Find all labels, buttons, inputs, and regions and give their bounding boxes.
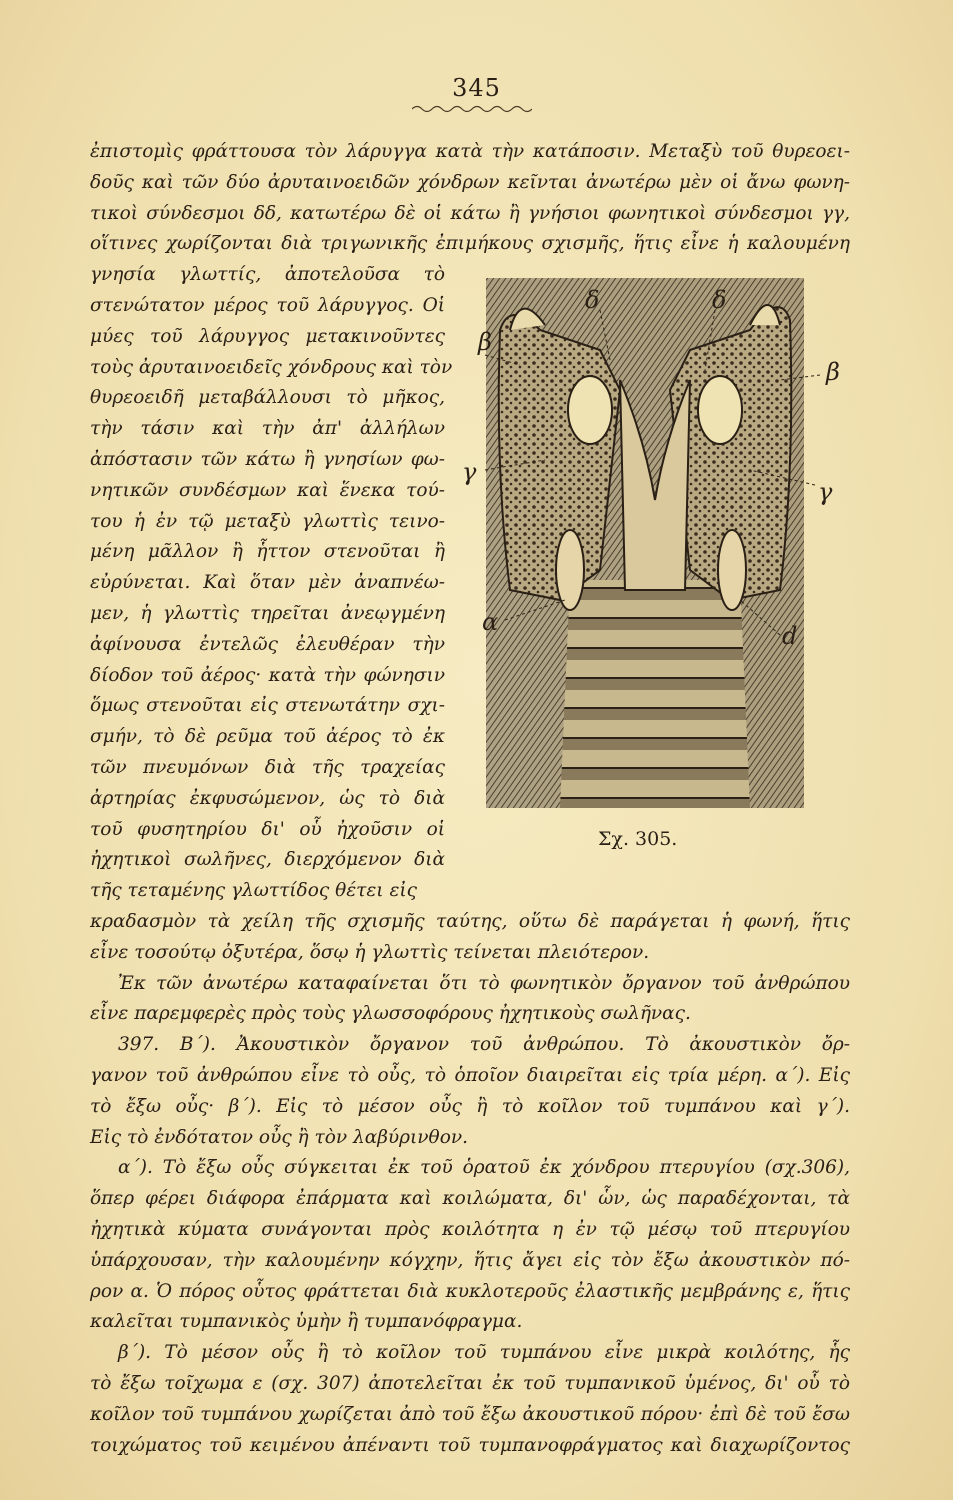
larynx-illustration <box>450 270 860 870</box>
text-line: εἶνε παρεμφερὲς πρὸς τοὺς γλωσσοφόρους ἠχητικοὺς σωλῆνας. <box>90 1003 691 1025</box>
text-line: Εἰς τὸ ἐνδότατον οὖς ἢ τὸν λαβύρινθον. <box>90 1126 468 1148</box>
text-line: Ἐκ τῶν ἀνωτέρω καταφαίνεται ὅτι τὸ φωνητικὸν ὄργανον τοῦ ἀνθρώπου <box>118 972 850 994</box>
text-line: ἠχητικὰ κύματα συνάγονται πρὸς κοιλότητα η ἐν τῷ μέσῳ τοῦ πτερυγίου <box>90 1219 850 1240</box>
text-line: ἐπιστομὶς φράττουσα τὸν λάρυγγα κατὰ τὴν κατάποσιν. Μεταξὺ τοῦ θυρεοει- <box>90 141 850 162</box>
text-line: κοῖλον τοῦ τυμπάνου χωρίζεται ἀπὸ τοῦ ἔξω ἀκουστικοῦ πόρου· ἐπὶ δὲ τοῦ ἔσω <box>90 1403 850 1425</box>
label-delta-left: δ <box>585 286 600 314</box>
text-line: ὅπερ φέρει διάφορα ἐπάρματα καὶ κοιλώματα, δι' ὧν, ὡς παραδέχονται, τὰ <box>90 1188 850 1210</box>
text-line: α΄). Τὸ ἔξω οὖς σύγκειται ἐκ τοῦ ὁρατοῦ ἐκ χόνδρου πτερυγίου (σχ.306), <box>118 1157 850 1179</box>
label-beta-left: β <box>478 328 492 356</box>
text-line: ἀρτηρίας ἐκφυσώμενον, ὡς τὸ διὰ <box>90 787 445 809</box>
wavy-rule-ornament <box>412 104 532 114</box>
text-line: στενώτατον μέρος τοῦ λάρυγγος. Οἱ <box>90 295 445 316</box>
text-line: τῆς τεταμένης γλωττίδος θέτει εἰς <box>90 880 417 902</box>
text-line: τὸ ἔξω τοῖχωμα ε (σχ. 307) ἀποτελεῖται ἐκ τοῦ τυμπανικοῦ ὑμένος, δι' οὗ τὸ <box>90 1373 850 1394</box>
text-line: 397. Β΄). Ἀκουστικὸν ὄργανον τοῦ ἀνθρώπου. Τὸ ἀκουστικὸν ὄρ- <box>118 1034 850 1056</box>
text-line: γανον τοῦ ἀνθρώπου εἶνε τὸ οὖς, τὸ ὁποῖον διαιρεῖται εἰς τρία μέρη. α΄). Εἰς <box>90 1065 850 1086</box>
text-line: ἀφίνουσα ἐντελῶς ἐλευθέραν τὴν <box>90 633 445 655</box>
text-line: τοῦ φυσητηρίου δι' οὗ ἠχοῦσιν οἱ <box>90 818 445 840</box>
text-line: ρον α. Ὁ πόρος οὗτος φράττεται διὰ κυκλοτεροῦς ἐλαστικῆς μεμβράνης ε, ἥτις <box>90 1280 850 1302</box>
text-line: τὸ ἔξω οὖς· β΄). Εἰς τὸ μέσον οὖς ἢ τὸ κοῖλον τοῦ τυμπάνου καὶ γ΄). <box>90 1095 850 1117</box>
text-line: εἶνε τοσούτῳ ὀξυτέρα, ὅσῳ ἡ γλωττὶς τείνεται πλειότερον. <box>90 941 650 963</box>
text-line: γνησία γλωττίς, ἀποτελοῦσα τὸ <box>90 264 445 286</box>
text-line: καλεῖται τυμπανικὸς ὑμὴν ἢ τυμπανόφραγμα. <box>90 1311 523 1333</box>
label-alpha: α <box>482 608 499 636</box>
text-line: δίοδον τοῦ ἀέρος· κατὰ τὴν φώνησιν <box>90 664 445 686</box>
text-line: νητικῶν συνδέσμων καὶ ἕνεκα τού- <box>90 479 445 501</box>
page-number: 345 <box>452 74 501 102</box>
text-line: τοιχώματος τοῦ κειμένου ἀπέναντι τοῦ τυμπανοφράγματος καὶ διαχωρίζοντος <box>90 1434 850 1456</box>
text-line: τικοὶ σύνδεσμοι δδ, κατωτέρω δὲ οἱ κάτω ἢ γνήσιοι φωνητικοὶ σύνδεσμοι γγ, <box>90 202 850 224</box>
label-gamma-left: γ <box>462 458 477 486</box>
text-line: ἠχητικοὶ σωλῆνες, διερχόμενον διὰ <box>90 849 445 871</box>
text-line: ὑπάρχουσαν, τὴν καλουμένην κόγχην, ἥτις ἄγει εἰς τὸν ἔξω ἀκουστικὸν πό- <box>90 1249 850 1271</box>
text-line: ἀπόστασιν τῶν κάτω ἢ γνησίων φω- <box>90 449 445 470</box>
text-line: β΄). Τὸ μέσον οὖς ἢ τὸ κοῖλον τοῦ τυμπάνου εἶνε μικρὰ κοιλότης, ἧς <box>118 1342 850 1364</box>
text-line: μύες τοῦ λάρυγγος μετακινοῦντες <box>90 325 445 347</box>
text-line: θυρεοειδῆ μεταβάλλουσι τὸ μῆκος, <box>90 387 445 409</box>
text-line: του ἡ ἐν τῷ μεταξὺ γλωττὶς τεινο- <box>90 510 445 532</box>
figure-caption: Σχ. 305. <box>598 828 678 850</box>
label-gamma-right: γ <box>818 478 833 506</box>
text-line: ὅμως στενοῦται εἰς στενωτάτην σχι- <box>90 695 445 717</box>
label-delta-right: δ <box>712 286 727 314</box>
text-line: δοῦς καὶ τῶν δύο ἀρυταινοειδῶν χόνδρων κεῖνται ἀνωτέρω μὲν οἱ ἄνω φωνη- <box>90 171 850 193</box>
text-line: εὐρύνεται. Καὶ ὅταν μὲν ἀναπνέω- <box>90 572 445 594</box>
label-d: d <box>782 622 798 650</box>
text-line: μεν, ἡ γλωττὶς τηρεῖται ἀνεῳγμένη <box>90 603 445 624</box>
text-line: μένη μᾶλλον ἢ ἧττον στενοῦται ἢ <box>90 541 445 563</box>
text-line: τῶν πνευμόνων διὰ τῆς τραχείας <box>90 757 445 778</box>
text-line: τοὺς ἀρυταινοειδεῖς χόνδρους καὶ τὸν <box>90 356 453 378</box>
label-beta-right: β <box>826 358 840 386</box>
text-line: σμήν, τὸ δὲ ρεῦμα τοῦ ἀέρος τὸ ἐκ <box>90 726 445 748</box>
text-line: οἵτινες χωρίζονται διὰ τριγωνικῆς ἐπιμήκους σχισμῆς, ἥτις εἶνε ἡ καλουμένη <box>90 233 850 255</box>
text-line: τὴν τάσιν καὶ τὴν ἀπ' ἀλλήλων <box>90 418 445 440</box>
text-line: κραδασμὸν τὰ χείλη τῆς σχισμῆς ταύτης, οὕτω δὲ παράγεται ἡ φωνή, ἥτις <box>90 911 850 932</box>
